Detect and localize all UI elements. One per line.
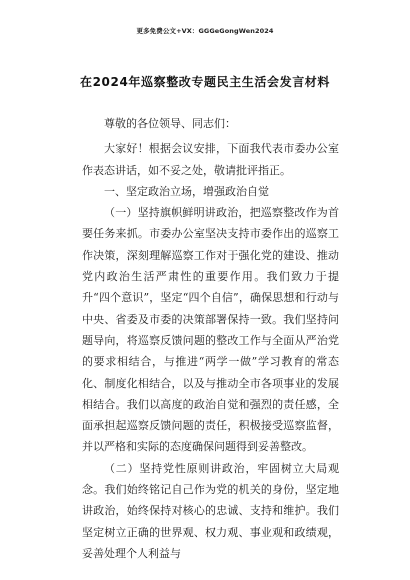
document-title: 在2024年巡察整改专题民主生活会发言材料	[80, 75, 330, 89]
document-body	[82, 113, 339, 564]
salutation: 尊敬的各位领导、同志们：	[104, 117, 236, 130]
section-heading-1: 一、坚定政治立场，增强政治自觉	[104, 184, 269, 198]
paragraph-point-1: （一）坚持旗帜鲜明讲政治，把巡察整改作为首要任务来抓。市委办公室坚决支持市委作出的巡察工作决策，深刻理解巡察工作对于强化党的建设、推动党内政治生活严肃性的重要作用。我们致力于提升“四个意识”，坚定“四个自信”，确保思想和行动与中央、省委及市委的决策部署保持一致。我们坚持问题导向，将巡察反馈问题的整改工作与全面从严治党的要求相结合，与推进“两学一做”学习教育的常态化、制度化相结合，以及与推动全市各项事业的发展相结合。我们以高度的政治自觉和强烈的责任感，全面承担起巡察反馈问题的责任，积极接受巡察监督，并以严格和实际的态度确保问题得到妥善整改。	[82, 206, 339, 454]
header-note: 更多免费公文+VX：GGGeGongWen2024	[136, 27, 274, 35]
paragraph-opening: 大家好！根据会议安排，下面我代表市委办公室作表态讲话，如不妥之处，敬请批评指正。	[82, 142, 339, 177]
paragraph-point-2: （二）坚持党性原则讲政治，牢固树立大局观念。我们始终铭记自己作为党的机关的身份，坚定地讲政治，始终保持对核心的忠诚、支持和维护。我们坚定树立正确的世界观、权力观、事业观和政绩观，妥善处理个人利益与	[82, 461, 339, 560]
